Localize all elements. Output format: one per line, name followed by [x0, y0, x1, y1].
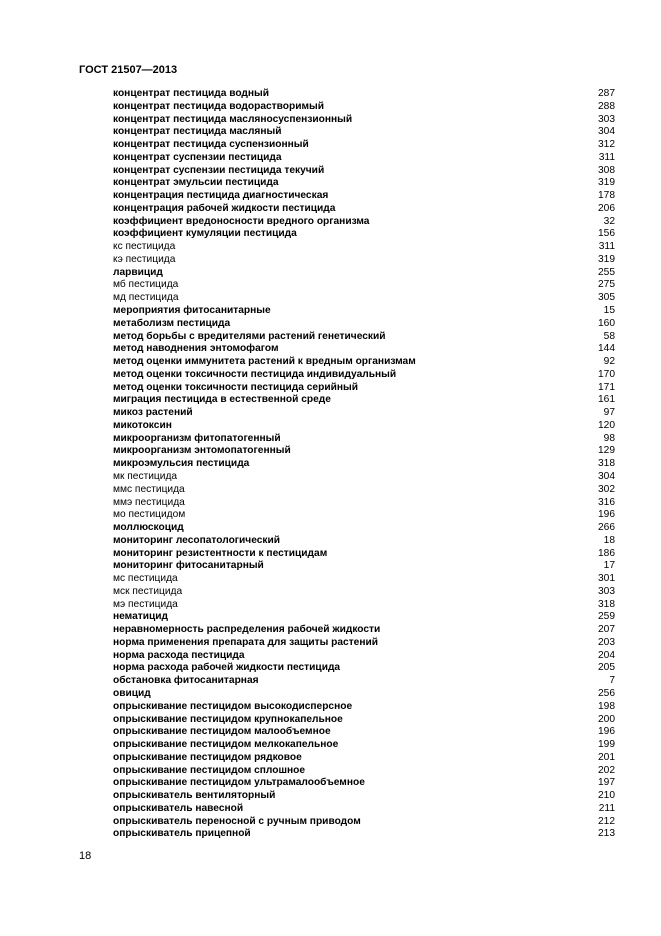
index-term: опрыскивание пестицидом сплошное [113, 764, 305, 776]
index-term: микроэмульсия пестицида [113, 458, 250, 470]
index-entry [113, 586, 615, 599]
index-page-ref: 259 [598, 611, 615, 623]
index-entry [113, 624, 615, 637]
index-term: концентрат эмульсии пестицида [113, 177, 279, 189]
index-term: опрыскивание пестицидом высокодисперсное [113, 700, 353, 712]
index-term: концентрат пестицида масляный [113, 126, 282, 138]
index-page-ref: 178 [598, 190, 615, 202]
index-entry [113, 165, 615, 178]
index-term: метод оценки токсичности пестицида серийный [113, 381, 358, 393]
index-page-ref: 32 [603, 215, 615, 227]
index-term: кс пестицида [113, 241, 176, 253]
index-page-ref: 318 [598, 458, 615, 470]
index-term: норма применения препарата для защиты растений [113, 636, 379, 648]
index-page-ref: 160 [598, 317, 615, 329]
index-page-ref: 202 [598, 764, 615, 776]
index-page-ref: 156 [598, 228, 615, 240]
index-entry [113, 433, 615, 446]
index-entry [113, 228, 615, 241]
index-term: концентрат пестицида водный [113, 88, 270, 99]
index-entry [113, 662, 615, 675]
index-term: норма расхода пестицида [113, 649, 245, 661]
index-term: опрыскивание пестицидом крупнокапельное [113, 713, 343, 725]
index-term: опрыскиватель переносной с ручным приводом [113, 815, 361, 827]
index-term: концентрат суспензии пестицида [113, 151, 282, 163]
index-term: мс пестицида [113, 573, 178, 585]
index-page-ref: 311 [598, 151, 615, 163]
index-term: мк пестицида [113, 470, 178, 482]
index-term: мо пестицидом [113, 509, 186, 521]
index-page-ref: 206 [598, 202, 615, 214]
index-page-ref: 312 [598, 139, 615, 151]
index-entry [113, 318, 615, 331]
index-page-ref: 303 [598, 113, 615, 125]
index-term: мд пестицида [113, 292, 179, 304]
index-entry [113, 726, 615, 739]
index-term: нематицид [113, 611, 168, 623]
index-page-ref: 196 [598, 509, 615, 521]
index-term: коэффициент вредоносности вредного организма [113, 215, 370, 227]
index-page-ref: 213 [598, 828, 615, 840]
index-term: норма расхода рабочей жидкости пестицида [113, 662, 341, 674]
index-entry [113, 369, 615, 382]
index-page-ref: 212 [598, 815, 615, 827]
index-entry [113, 126, 615, 139]
index-page-ref: 161 [598, 394, 615, 406]
index-page-ref: 200 [598, 713, 615, 725]
index-page-ref: 98 [603, 432, 615, 444]
index-entry [113, 292, 615, 305]
index-term: мониторинг лесопатологический [113, 534, 281, 546]
index-page-ref: 210 [598, 790, 615, 802]
index-entry [113, 688, 615, 701]
index-page-ref: 302 [598, 483, 615, 495]
index-term: метод борьбы с вредителями растений генетический [113, 330, 386, 342]
index-page-ref: 196 [598, 726, 615, 738]
index-entry [113, 254, 615, 267]
index-term: метод оценки токсичности пестицида индивидуальный [113, 368, 397, 380]
index-entry [113, 305, 615, 318]
index-page-ref: 256 [598, 687, 615, 699]
index-term: микотоксин [113, 419, 172, 431]
index-term: ммс пестицида [113, 483, 185, 495]
index-page-ref: 7 [609, 675, 615, 687]
index-entry [113, 343, 615, 356]
index-page-ref: 186 [598, 547, 615, 559]
index-page-ref: 207 [598, 624, 615, 636]
index-entry [113, 445, 615, 458]
index-entry [113, 790, 615, 803]
index-page-ref: 211 [598, 802, 615, 814]
index-term: опрыскивание пестицидом рядковое [113, 751, 302, 763]
index-entry [113, 177, 615, 190]
index-entry [113, 765, 615, 778]
index-entry [113, 88, 615, 101]
index-entry [113, 471, 615, 484]
index-entry [113, 203, 615, 216]
index-term: мониторинг фитосанитарный [113, 560, 264, 572]
index-term: концентрат пестицида масляносуспензионный [113, 113, 353, 125]
index-entry [113, 522, 615, 535]
index-entry [113, 420, 615, 433]
index-entry [113, 803, 615, 816]
index-entry [113, 509, 615, 522]
index-entry [113, 484, 615, 497]
index-page-ref: 203 [598, 636, 615, 648]
term-index-list [113, 88, 615, 841]
index-page-ref: 144 [598, 343, 615, 355]
index-entry [113, 739, 615, 752]
index-term: мб пестицида [113, 279, 179, 291]
index-entry [113, 675, 615, 688]
index-page-ref: 304 [598, 126, 615, 138]
index-entry [113, 611, 615, 624]
index-entry [113, 139, 615, 152]
index-page-ref: 287 [598, 88, 615, 99]
index-page-ref: 319 [598, 253, 615, 265]
index-term: ларвицид [113, 266, 163, 278]
index-page-ref: 92 [603, 356, 615, 368]
index-term: опрыскиватель прицепной [113, 828, 251, 840]
index-entry [113, 816, 615, 829]
index-page-ref: 304 [598, 470, 615, 482]
index-term: обстановка фитосанитарная [113, 675, 259, 687]
index-term: метаболизм пестицида [113, 317, 231, 329]
index-page-ref: 318 [598, 598, 615, 610]
index-page-ref: 205 [598, 662, 615, 674]
index-term: концентрат пестицида суспензионный [113, 139, 309, 151]
index-term: мск пестицида [113, 585, 183, 597]
index-entry [113, 573, 615, 586]
index-term: концентрация рабочей жидкости пестицида [113, 202, 336, 214]
index-page-ref: 266 [598, 522, 615, 534]
index-page-ref: 198 [598, 700, 615, 712]
index-term: опрыскиватель вентиляторный [113, 790, 276, 802]
index-term: миграция пестицида в естественной среде [113, 394, 331, 406]
index-entry [113, 752, 615, 765]
index-page-ref: 97 [603, 407, 615, 419]
index-entry [113, 382, 615, 395]
index-page-ref: 275 [598, 279, 615, 291]
index-term: концентрат суспензии пестицида текучий [113, 164, 325, 176]
index-page-ref: 18 [603, 534, 615, 546]
index-term: концентрация пестицида диагностическая [113, 190, 329, 202]
index-entry [113, 267, 615, 280]
index-entry [113, 407, 615, 420]
index-page-ref: 301 [598, 573, 615, 585]
index-page-ref: 204 [598, 649, 615, 661]
index-entry [113, 279, 615, 292]
index-page-ref: 197 [598, 777, 615, 789]
index-term: мэ пестицида [113, 598, 178, 610]
index-term: опрыскивание пестицидом ультрамалообъемное [113, 777, 365, 789]
index-entry [113, 356, 615, 369]
index-entry [113, 701, 615, 714]
index-entry [113, 241, 615, 254]
index-entry [113, 216, 615, 229]
index-entry [113, 535, 615, 548]
index-entry [113, 828, 615, 841]
index-entry [113, 560, 615, 573]
index-term: микроорганизм фитопатогенный [113, 432, 281, 444]
index-term: опрыскивание пестицидом мелкокапельное [113, 739, 339, 751]
index-entry [113, 637, 615, 650]
index-page-ref: 288 [598, 100, 615, 112]
index-page-ref: 303 [598, 585, 615, 597]
index-entry [113, 458, 615, 471]
index-page-ref: 15 [603, 305, 615, 317]
index-term: метод оценки иммунитета растений к вредным организмам [113, 356, 416, 368]
index-entry [113, 114, 615, 127]
index-entry [113, 777, 615, 790]
index-page-ref: 201 [598, 751, 615, 763]
index-term: опрыскивание пестицидом малообъемное [113, 726, 331, 738]
index-page-ref: 170 [598, 368, 615, 380]
index-term: мероприятия фитосанитарные [113, 305, 271, 317]
index-page-ref: 199 [598, 739, 615, 751]
index-term: овицид [113, 687, 151, 699]
index-page-ref: 305 [598, 292, 615, 304]
index-entry [113, 548, 615, 561]
index-entry [113, 394, 615, 407]
index-term: моллюскоцид [113, 522, 184, 534]
index-page-ref: 120 [598, 419, 615, 431]
page-number: 18 [79, 850, 92, 862]
index-term: мониторинг резистентности к пестицидам [113, 547, 328, 559]
index-term: микоз растений [113, 407, 193, 419]
index-page-ref: 255 [598, 266, 615, 278]
index-entry [113, 650, 615, 663]
index-page-ref: 129 [598, 445, 615, 457]
index-entry [113, 101, 615, 114]
index-term: концентрат пестицида водорастворимый [113, 100, 324, 112]
index-page-ref: 171 [598, 381, 615, 393]
index-term: метод наводнения энтомофагом [113, 343, 279, 355]
index-entry [113, 714, 615, 727]
document-header: ГОСТ 21507—2013 [79, 64, 178, 76]
index-term: неравномерность распределения рабочей жидкости [113, 624, 381, 636]
index-entry [113, 599, 615, 612]
index-term: опрыскиватель навесной [113, 802, 244, 814]
index-entry [113, 152, 615, 165]
index-page-ref: 17 [603, 560, 615, 572]
index-entry [113, 497, 615, 510]
index-term: ммэ пестицида [113, 496, 185, 508]
index-term: коэффициент кумуляции пестицида [113, 228, 297, 240]
index-term: кэ пестицида [113, 253, 176, 265]
index-entry [113, 331, 615, 344]
index-term: микроорганизм энтомопатогенный [113, 445, 291, 457]
index-page-ref: 316 [598, 496, 615, 508]
index-page-ref: 319 [598, 177, 615, 189]
index-page-ref: 311 [598, 241, 615, 253]
index-entry [113, 190, 615, 203]
index-page-ref: 58 [603, 330, 615, 342]
index-page-ref: 308 [598, 164, 615, 176]
